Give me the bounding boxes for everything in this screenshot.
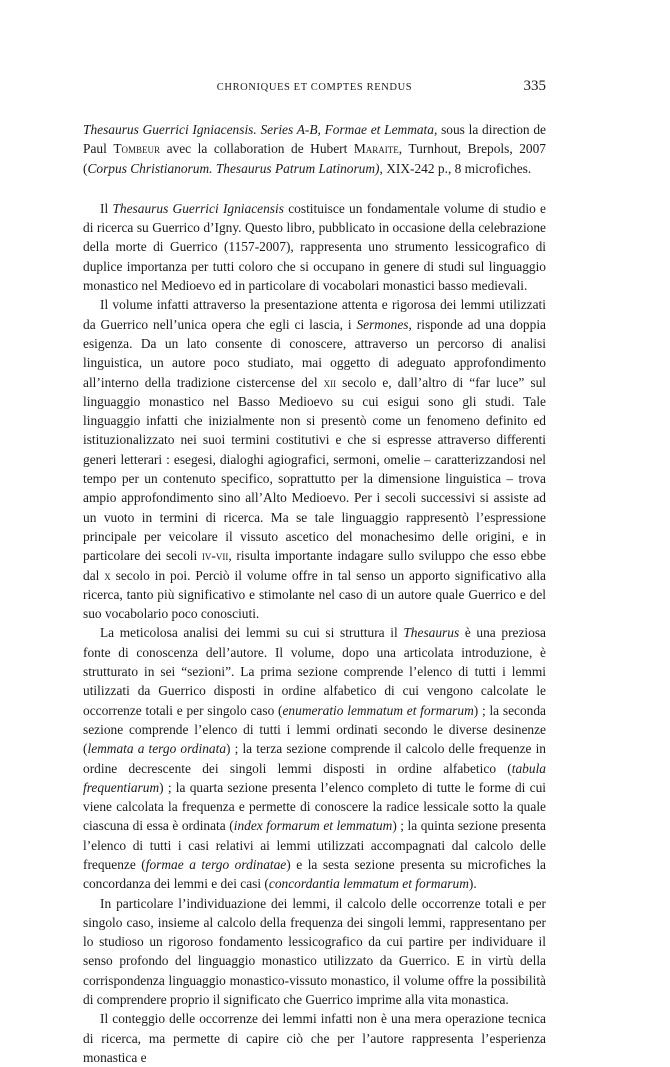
series-title: Corpus Christianorum. Thesaurus Patrum Latinorum) [87, 160, 380, 176]
editor-surname: Tombeur [113, 141, 161, 157]
running-title: CHRONIQUES ET COMPTES RENDUS [216, 82, 413, 93]
italic-term: tabula frequentiarum [83, 760, 546, 795]
paragraph [83, 295, 546, 623]
paragraph [83, 894, 546, 1010]
century-numeral: xii [323, 374, 337, 390]
italic-term: Thesaurus Guerrici Igniacensis [112, 200, 284, 216]
italic-term: enumeratio lemmatum et formarum [282, 702, 474, 718]
italic-term: formae a tergo ordinatae [145, 856, 287, 872]
citation-text: avec la collaboration de Hubert [160, 141, 354, 157]
text-run: La meticolosa analisi dei lemmi su cui si struttura il [100, 625, 404, 641]
text-run: ) ; la seconda sezione comprende l’elenco di tutti i lemmi ordinati secondo le diverse desinenze ( [83, 702, 546, 757]
text-run: ) e la sesta sezione presenta su microfiches la concordanza dei lemmi e dei casi ( [83, 856, 546, 892]
text-run: costituisce un fondamentale volume di studio e di ricerca su Guerrico d’Igny. Questo libro, pubblicato in occasione della celebrazione della morte di Guerrico (1157-2007), rappresenta uno strumento lessicografico di duplice importanza per tutti coloro che si occupano in genere di studi sul linguaggio monastico nel Medioevo ed in particolare di vocabolari monastici basso medievali. [83, 200, 546, 294]
text-run: Il volume infatti attraverso la presentazione attenta e rigorosa dei lemmi utilizzati da Guerrico nell’unica opera che egli ci lascia, i [83, 297, 546, 332]
text-run: In particolare l’individuazione dei lemmi, il calcolo delle occorrenze totali e per singolo caso, insieme al calcolo della frequenza dei singoli lemmi, rappresentano per lo studioso un rigoroso fondamento lessicografico da cui partire per individuare il senso profondo del linguaggio monastico utilizzato da Guerrico. E in virtù della corrispondenza linguaggio monastico-vissuto monastico, il volume offre la possibilità di comprendere proprio il significato che Guerrico imprime alla vita monastica. [83, 895, 546, 1008]
text-run: secolo in poi. Perciò il volume offre in tal senso un apporto significativo alla ricerca, tanto più significativo e stimolante nel caso di un autore quale Guerrico e del suo vocabolario poco conosciuti. [83, 567, 546, 622]
paragraph [83, 199, 546, 295]
collaborator-surname: Maraite [353, 141, 399, 157]
text-run: ). [468, 876, 477, 892]
text-run: ) ; la quarta sezione presenta l’elenco completo di tutte le forme di cui viene calcolata la frequenza e permette di conoscere la radice lessicale sotto la quale ciascuna di essa è ordinata ( [83, 779, 546, 834]
page-number: 335 [523, 78, 546, 94]
text-run: è una preziosa fonte di conoscenza dell’autore. Il volume, dopo una articolata introduzione, è strutturato in sei “sezioni”. La prima sezione comprende l’elenco di tutti i lemmi utilizzati da Guerrico disposti in ordine alfabetico di cui vengono calcolate le occorrenze totali e per singolo caso ( [83, 625, 546, 718]
italic-term: concordantia lemmatum et formarum [268, 876, 469, 892]
italic-term: lemmata a tergo ordinata [87, 741, 227, 757]
italic-term: index formarum et lemmatum [233, 818, 393, 834]
citation-text: , sous la direction de Paul [83, 122, 546, 157]
citation-text: , Turnhout, Brepols, 2007 ( [83, 141, 546, 176]
bibliographic-citation [83, 120, 546, 178]
text-run: ) ; la quinta sezione presenta l’elenco di tutti i casi relativi ai lemmi utilizzati accompagnati dal calcolo delle frequenze ( [83, 818, 546, 872]
text-run: Il conteggio delle occorrenze dei lemmi infatti non è una mera operazione tecnica di ricerca, ma permette di capire ciò che per l’autore rappresenta l’esperienza monastica e [83, 1011, 546, 1065]
text-run: secolo e, dall’altro di “far luce” sul linguaggio monastico nel Basso Medioevo su cui esigui sono gli studi. Tale linguaggio infatti che inizialmente non si presentò come un fenomeno definito ed istituzionalizzato nei suoi termini costitutivi e che si espresse attraverso differenti generi letterari : esegesi, dialoghi agiografici, sermoni, omelie – caratterizzandosi nel tempo per un contenuto specifico, soprattutto per la dimensione linguistica – trova ampio approfondimento sino all’Alto Medioevo. Per i secoli successivi si assiste ad un vuoto in termini di ricerca. Ma se tale linguaggio rappresentò l’espressione principale per veicolare il vissuto ascetico del monachesimo delle origini, e in particolare dei secoli [83, 374, 546, 564]
journal-page [83, 78, 546, 1067]
paragraph [83, 1009, 546, 1067]
text-run: ) ; la terza sezione comprende il calcolo delle frequenze in ordine decrescente dei singoli lemmi disposti in ordine alfabetico ( [83, 741, 546, 776]
century-numeral: iv-vii [201, 548, 229, 564]
italic-term: Sermones [356, 316, 409, 332]
text-run: , risulta importante indagare sullo sviluppo che esso ebbe dal [83, 548, 546, 583]
italic-term: Thesaurus [403, 625, 460, 641]
text-run: Il [100, 200, 113, 216]
work-title: Thesaurus Guerrici Igniacensis. Series A-B, Formae et Lemmata [83, 122, 434, 137]
paragraph [83, 623, 546, 893]
text-run: , risponde ad una doppia esigenza. Da un lato consente di conoscere, attraverso un percorso di analisi linguistica, un autore poco studiato, mai oggetto di adeguato approfondimento all’interno della tradizione cistercense del [83, 316, 546, 390]
running-header [83, 78, 546, 100]
review-body [83, 199, 546, 1067]
citation-text: , XIX-242 p., 8 microfiches. [379, 160, 532, 176]
century-numeral: x [104, 567, 111, 583]
